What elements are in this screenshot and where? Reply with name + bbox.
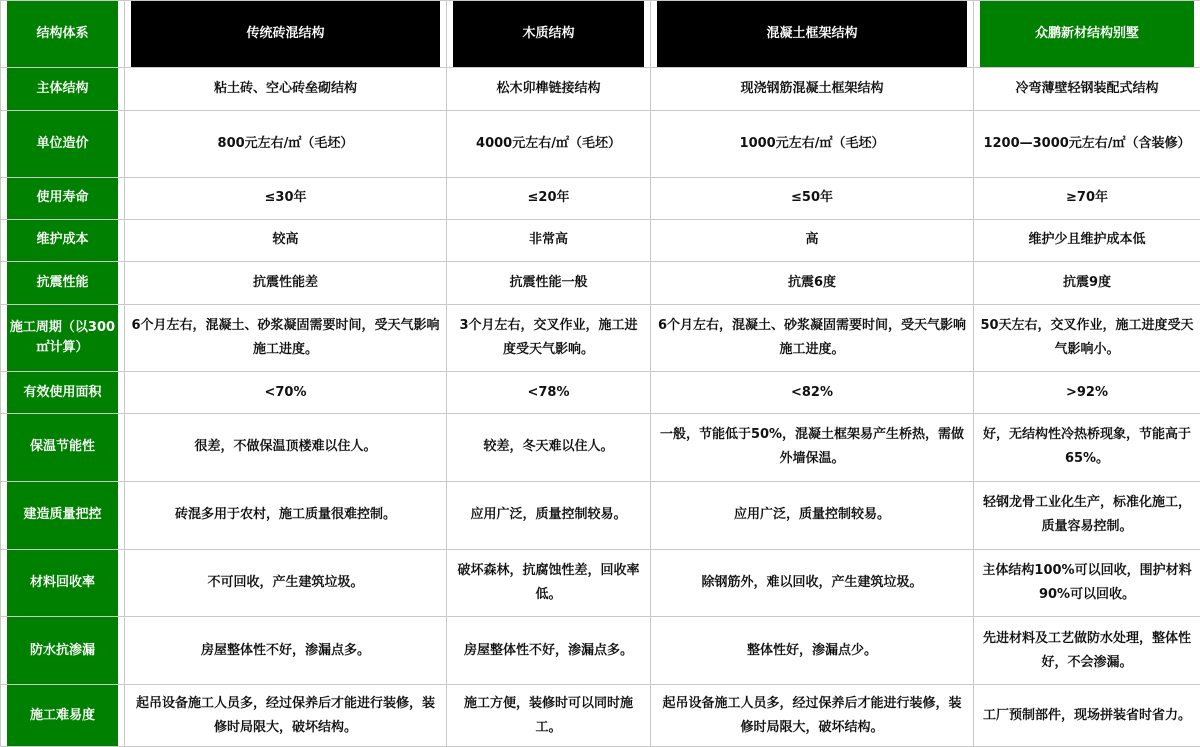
header-structure-system: 结构体系 [7,1,118,67]
table-cell: 6个月左右，混凝土、砂浆凝固需要时间，受天气影响施工进度。 [125,304,447,372]
table-cell: 应用广泛，质量控制较易。 [651,481,974,549]
corner-cell [1,1,125,68]
row-header-cell [1,481,125,549]
header-brick-concrete: 传统砖混结构 [131,1,440,67]
table-cell: ≤30年 [125,178,447,220]
row-label: 材料回收率 [7,550,118,617]
row-header-cell [1,178,125,220]
table-cell: 整体性好，渗漏点少。 [651,617,974,685]
row-label: 施工周期（以300㎡计算） [7,305,118,372]
row-label: 施工难易度 [7,685,118,746]
header-wood: 木质结构 [453,1,644,67]
table-cell: 松木卯榫链接结构 [447,67,651,111]
row-header-cell [1,111,125,178]
header-row [1,1,1200,68]
table-cell: 抗震6度 [651,262,974,305]
table-row [1,178,1200,220]
table-cell: 1000元左右/㎡（毛坯） [651,111,974,178]
table-cell: 3个月左右，交叉作业，施工进度受天气影响。 [447,304,651,372]
highlight-cell: ≥70年 [974,178,1200,220]
highlight-cell: 工厂预制部件，现场拼装省时省力。 [974,685,1200,747]
highlight-cell: >92% [974,372,1200,414]
header-concrete-frame: 混凝土框架结构 [657,1,967,67]
highlight-cell: 轻钢龙骨工业化生产，标准化施工，质量容易控制。 [974,481,1200,549]
highlight-cell: 50天左右，交叉作业，施工进度受天气影响小。 [974,304,1200,372]
highlight-cell: 1200—3000元左右/㎡（含装修） [974,111,1200,178]
row-label: 主体结构 [7,68,118,111]
table-cell: 一般，节能低于50%，混凝土框架易产生桥热，需做外墙保温。 [651,413,974,481]
row-header-cell [1,262,125,305]
row-header-cell [1,413,125,481]
table-row [1,549,1200,617]
row-header-cell [1,617,125,685]
col-header-cell [125,1,447,68]
row-label: 保温节能性 [7,414,118,481]
row-label: 抗震性能 [7,262,118,304]
table-row [1,685,1200,747]
table-row [1,219,1200,262]
table-cell: 较高 [125,219,447,262]
table-cell: 粘土砖、空心砖垒砌结构 [125,67,447,111]
table-cell: 800元左右/㎡（毛坯） [125,111,447,178]
table-cell: 4000元左右/㎡（毛坯） [447,111,651,178]
row-label: 有效使用面积 [7,372,118,413]
row-label: 单位造价 [7,111,118,177]
row-label: 使用寿命 [7,178,118,219]
table-cell: 房屋整体性不好，渗漏点多。 [447,617,651,685]
table-row [1,413,1200,481]
table-cell: 现浇钢筋混凝土框架结构 [651,67,974,111]
table-row [1,372,1200,414]
table-cell: 抗震性能一般 [447,262,651,305]
table-cell: <82% [651,372,974,414]
table-cell: 6个月左右，混凝土、砂浆凝固需要时间，受天气影响施工进度。 [651,304,974,372]
highlight-cell: 维护少且维护成本低 [974,219,1200,262]
table-cell: ≤50年 [651,178,974,220]
table-row [1,617,1200,685]
table-cell: 起吊设备施工人员多，经过保养后才能进行装修，装修时局限大，破坏结构。 [651,685,974,747]
table-cell: 起吊设备施工人员多，经过保养后才能进行装修，装修时局限大，破坏结构。 [125,685,447,747]
table-cell: 除钢筋外，难以回收，产生建筑垃圾。 [651,549,974,617]
table-cell: 高 [651,219,974,262]
highlight-cell: 主体结构100%可以回收，围护材料90%可以回收。 [974,549,1200,617]
highlight-cell: 抗震9度 [974,262,1200,305]
col-header-cell [974,1,1200,68]
table-row [1,262,1200,305]
table-cell: 应用广泛，质量控制较易。 [447,481,651,549]
row-header-cell [1,685,125,747]
table-cell: 较差，冬天难以住人。 [447,413,651,481]
row-header-cell [1,67,125,111]
header-zhongpeng-villa: 众鹏新材结构别墅 [980,1,1194,67]
row-label: 维护成本 [7,220,118,262]
table-row [1,111,1200,178]
table-cell: <70% [125,372,447,414]
table-cell: 非常高 [447,219,651,262]
table-cell: 不可回收，产生建筑垃圾。 [125,549,447,617]
row-header-cell [1,549,125,617]
highlight-cell: 好，无结构性冷热桥现象，节能高于65%。 [974,413,1200,481]
table-cell: ≤20年 [447,178,651,220]
highlight-cell: 冷弯薄壁轻钢装配式结构 [974,67,1200,111]
table-cell: 破坏森林，抗腐蚀性差，回收率低。 [447,549,651,617]
row-header-cell [1,304,125,372]
table-row [1,304,1200,372]
col-header-cell [651,1,974,68]
row-header-cell [1,219,125,262]
table-row [1,481,1200,549]
table-cell: 砖混多用于农村，施工质量很难控制。 [125,481,447,549]
row-header-cell [1,372,125,414]
row-label: 建造质量把控 [7,482,118,549]
table-row [1,67,1200,111]
table-cell: 施工方便，装修时可以同时施工。 [447,685,651,747]
row-label: 防水抗渗漏 [7,617,118,684]
table-cell: 房屋整体性不好，渗漏点多。 [125,617,447,685]
col-header-cell [447,1,651,68]
table-cell: 很差，不做保温顶楼难以住人。 [125,413,447,481]
table-cell: 抗震性能差 [125,262,447,305]
highlight-cell: 先进材料及工艺做防水处理，整体性好，不会渗漏。 [974,617,1200,685]
table-cell: <78% [447,372,651,414]
